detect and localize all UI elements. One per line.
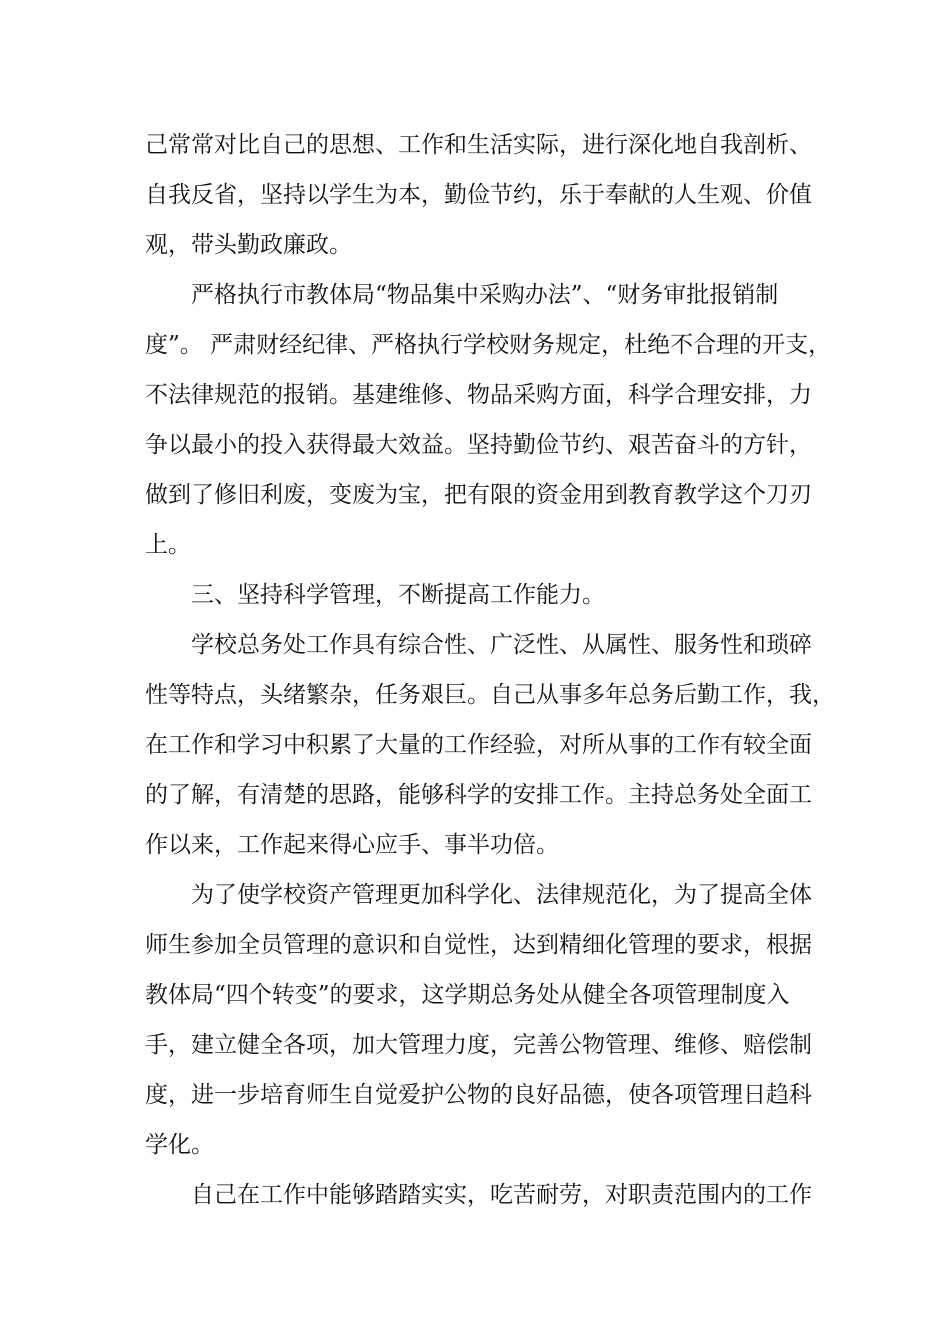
text-line-17: 师生参加全员管理的意识和自觉性，达到精细化管理的要求，根据	[145, 932, 812, 958]
text-line-6: 不法律规范的报销。基建维修、物品采购方面，科学合理安排，力	[145, 382, 812, 408]
text-line-12: 性等特点，头绪繁杂，任务艰巨。自己从事多年总务后勤工作，我，	[145, 682, 835, 708]
text-line-1: 己常常对比自己的思想、工作和生活实际，进行深化地自我剖析、	[145, 132, 812, 158]
text-line-2: 自我反省，坚持以学生为本，勤俭节约，乐于奉献的人生观、价值	[145, 182, 812, 208]
text-line-5: 度”。 严肃财经纪律、严格执行学校财务规定，杜绝不合理的开支，	[145, 332, 832, 358]
text-line-3: 观，带头勤政廉政。	[145, 232, 352, 258]
text-line-21: 学化。	[145, 1132, 214, 1158]
text-line-9: 上。	[145, 532, 191, 558]
text-line-7: 争以最小的投入获得最大效益。坚持勤俭节约、艰苦奋斗的方针，	[145, 432, 812, 458]
text-line-4: 严格执行市教体局“物品集中采购办法”、“财务审批报销制	[191, 282, 779, 308]
text-line-11: 学校总务处工作具有综合性、广泛性、从属性、服务性和琐碎	[191, 632, 812, 658]
text-line-14: 的了解，有清楚的思路，能够科学的安排工作。主持总务处全面工	[145, 782, 812, 808]
text-line-18: 教体局“四个转变”的要求，这学期总务处从健全各项管理制度入	[145, 982, 790, 1008]
text-line-8: 做到了修旧利废，变废为宝，把有限的资金用到教育教学这个刀刃	[145, 482, 812, 508]
section-heading-3: 三、坚持科学管理，不断提高工作能力。	[191, 582, 605, 608]
text-line-20: 度，进一步培育师生自觉爱护公物的良好品德，使各项管理日趋科	[145, 1082, 812, 1108]
text-line-15: 作以来，工作起来得心应手、事半功倍。	[145, 832, 559, 858]
document-body	[145, 126, 835, 1226]
text-line-16: 为了使学校资产管理更加科学化、法律规范化，为了提高全体	[191, 882, 812, 908]
text-line-22: 自己在工作中能够踏踏实实，吃苦耐劳，对职责范围内的工作	[191, 1182, 812, 1208]
text-line-19: 手，建立健全各项，加大管理力度，完善公物管理、维修、赔偿制	[145, 1032, 812, 1058]
text-line-13: 在工作和学习中积累了大量的工作经验，对所从事的工作有较全面	[145, 732, 812, 758]
